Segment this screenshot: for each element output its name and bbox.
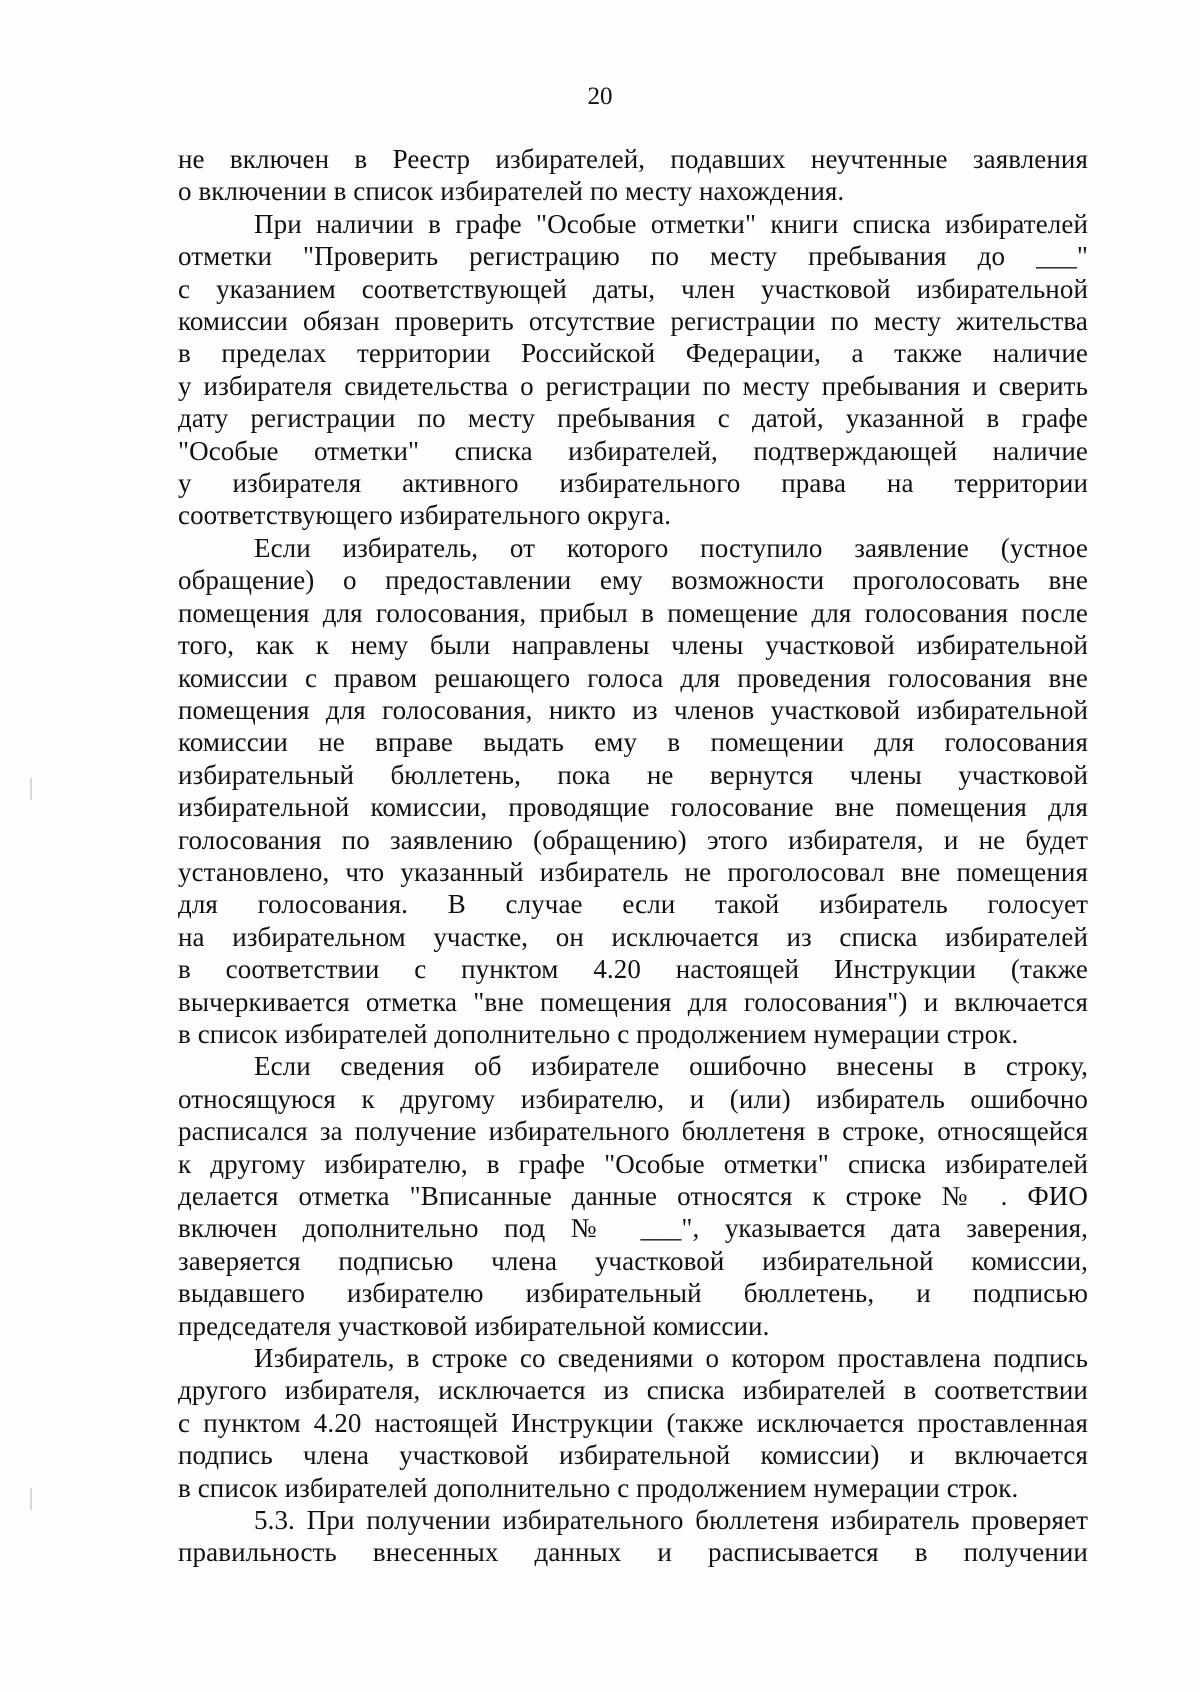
text-line: Если сведения об избирателе ошибочно внесены в строку, xyxy=(254,1051,1088,1082)
text-line: помещения для голосования, прибыл в помещение для голосования после xyxy=(178,597,1088,628)
text-line: в соответствии с пунктом 4.20 настоящей Инструкции (также xyxy=(178,954,1088,985)
text-line: комиссии не вправе выдать ему в помещении для голосования xyxy=(178,727,1088,758)
text-line: у избирателя активного избирательного права на территории xyxy=(178,468,1088,499)
paragraph xyxy=(178,1342,1088,1504)
text-line: на избирательном участке, он исключается из списка избирателей xyxy=(178,921,1088,952)
text-line: не включен в Реестр избирателей, подавших неучтенные заявления xyxy=(178,144,1088,174)
text-line: дату регистрации по месту пребывания с датой, указанной в графе xyxy=(178,403,1088,434)
text-line: вычеркивается отметка "вне помещения для голосования") и включается xyxy=(178,986,1088,1017)
text-line: у избирателя свидетельства о регистрации по месту пребывания и сверить xyxy=(178,370,1088,401)
text-line: помещения для голосования, никто из членов участковой избирательной xyxy=(178,694,1088,725)
text-line: избирательный бюллетень, пока не вернутся члены участковой xyxy=(178,759,1088,790)
text-line: с указанием соответствующей даты, член участковой избирательной xyxy=(178,273,1088,304)
text-line: в пределах территории Российской Федерации, а также наличие xyxy=(178,338,1088,369)
text-line: отметки "Проверить регистрацию по месту пребывания до ___" xyxy=(178,241,1088,272)
text-line: "Особые отметки" списка избирателей, подтверждающей наличие xyxy=(178,435,1088,466)
text-line: правильность внесенных данных и расписывается в получении xyxy=(178,1537,1088,1568)
text-line: Если избиратель, от которого поступило заявление (устное xyxy=(254,532,1088,563)
text-line: заверяется подписью члена участковой избирательной комиссии, xyxy=(178,1245,1088,1276)
page-number: 20 xyxy=(587,83,613,110)
text-line: обращение) о предоставлении ему возможности проголосовать вне xyxy=(178,565,1088,596)
text-line: подпись члена участковой избирательной комиссии) и включается xyxy=(178,1440,1088,1471)
text-line: о включении в список избирателей по месту нахождения. xyxy=(178,176,845,207)
scan-artifact xyxy=(30,1488,32,1510)
paragraph xyxy=(178,1050,1088,1342)
text-line: делается отметка "Вписанные данные относятся к строке № . ФИО xyxy=(178,1181,1088,1211)
text-line: включен дополнительно под № ___", указывается дата заверения, xyxy=(178,1213,1088,1244)
text-line: с пунктом 4.20 настоящей Инструкции (также исключается проставленная xyxy=(178,1407,1088,1438)
text-line: Избиратель, в строке со сведениями о котором проставлена подпись xyxy=(254,1343,1088,1374)
text-line: для голосования. В случае если такой избиратель голосует xyxy=(178,889,1088,920)
text-line: комиссии обязан проверить отсутствие регистрации по месту жительства xyxy=(178,306,1088,337)
scan-artifact xyxy=(30,778,32,800)
text-line: установлено, что указанный избиратель не проголосовал вне помещения xyxy=(178,856,1088,887)
text-line: комиссии с правом решающего голоса для проведения голосования вне xyxy=(178,662,1088,693)
paragraph xyxy=(178,1504,1088,1569)
text-line: в список избирателей дополнительно с продолжением нумерации строк. xyxy=(178,1018,1019,1049)
text-line: 5.3. При получении избирательного бюллетеня избиратель проверяет xyxy=(254,1505,1088,1536)
text-line: к другому избирателю, в графе "Особые отметки" списка избирателей xyxy=(178,1148,1088,1179)
text-line: расписался за получение избирательного бюллетеня в строке, относящейся xyxy=(178,1116,1088,1147)
text-line: относящуюся к другому избирателю, и (или) избиратель ошибочно xyxy=(178,1083,1088,1114)
text-line: другого избирателя, исключается из списка избирателей в соответствии xyxy=(178,1375,1088,1406)
document-body xyxy=(178,143,1088,1569)
text-line: голосования по заявлению (обращению) этого избирателя, и не будет xyxy=(178,824,1088,855)
paragraph xyxy=(178,143,1088,208)
text-line: того, как к нему были направлены члены участковой избирательной xyxy=(178,630,1088,661)
text-line: соответствующего избирательного округа. xyxy=(178,500,672,531)
text-line: избирательной комиссии, проводящие голосование вне помещения для xyxy=(178,792,1088,823)
text-line: председателя участковой избирательной комиссии. xyxy=(178,1310,770,1341)
paragraph xyxy=(178,532,1088,1051)
text-line: в список избирателей дополнительно с продолжением нумерации строк. xyxy=(178,1472,1019,1503)
paragraph xyxy=(178,208,1088,532)
text-line: выдавшего избирателю избирательный бюллетень, и подписью xyxy=(178,1278,1088,1309)
text-line: При наличии в графе "Особые отметки" книги списка избирателей xyxy=(254,208,1088,239)
